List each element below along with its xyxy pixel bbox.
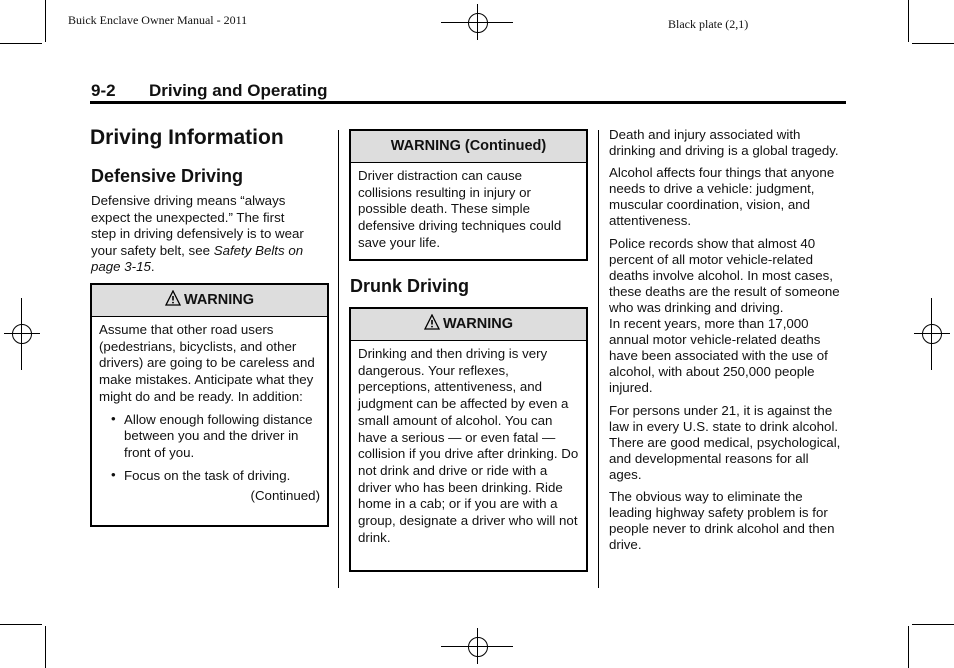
warning-box-defensive bbox=[90, 283, 329, 527]
para-line: page 3-15. bbox=[91, 259, 155, 274]
crop-mark bbox=[908, 626, 909, 668]
para-line: your safety belt, see Safety Belts on bbox=[91, 242, 304, 258]
warning-box-drunk bbox=[349, 307, 588, 572]
crop-mark bbox=[45, 626, 46, 668]
warning-icon bbox=[424, 314, 440, 330]
defensive-driving-paragraph bbox=[91, 193, 331, 276]
warning-label: WARNING bbox=[183, 292, 255, 308]
page-number: 9-2 bbox=[91, 81, 116, 100]
warning-box-continued bbox=[349, 129, 588, 261]
page-heading: Driving Information bbox=[90, 126, 284, 149]
para-line: expect the unexpected.” The first bbox=[91, 209, 285, 225]
warning-header bbox=[351, 309, 586, 341]
crop-mark bbox=[0, 624, 42, 625]
paragraph: The obvious way to eliminate the leading highway safety problem is for people never to drink alcohol and then drive. bbox=[609, 488, 835, 553]
warning-icon bbox=[165, 290, 181, 306]
crop-mark bbox=[908, 0, 909, 42]
bullet-icon: • bbox=[111, 410, 116, 426]
warning-text: Drinking and then driving is very dangerous. Your reflexes, perceptions, attentiveness, and judgment can be affected by even a small amount of alcohol. You can have a serious — or even fatal — collision if you drive after drinking. Do not drink and drive or ride with a driver who has been drinking. Ride home in a cab; or if you are with a group, designate a driver who will not drink. bbox=[358, 346, 579, 545]
warning-header bbox=[92, 285, 327, 317]
paragraph: Police records show that almost 40 percent of all motor vehicle-related deaths involve alcohol. In most cases, these deaths are the result of someone who was drinking and driving. bbox=[609, 235, 840, 315]
continued-label: (Continued) bbox=[250, 488, 320, 504]
bullet-icon: • bbox=[111, 466, 116, 482]
plate-label: Black plate (2,1) bbox=[668, 17, 749, 31]
header-rule bbox=[90, 101, 846, 104]
warning-body bbox=[92, 317, 327, 510]
drunk-driving-text bbox=[609, 127, 841, 559]
column-divider bbox=[338, 130, 339, 588]
bullet-list bbox=[99, 412, 320, 485]
cross-reference[interactable]: Safety Belts on bbox=[213, 242, 304, 258]
list-item: • Allow enough following distance between you and the driver in front of you. bbox=[111, 410, 313, 460]
cross-reference[interactable]: page 3-15 bbox=[91, 259, 151, 274]
list-item: • Focus on the task of driving. bbox=[111, 466, 291, 483]
crop-mark bbox=[45, 0, 46, 42]
paragraph: For persons under 21, it is against the law in every U.S. state to drink alcohol. There are good medical, psychological, and developmental reasons for all ages. bbox=[609, 402, 841, 482]
paragraph: In recent years, more than 17,000 annual motor vehicle-related deaths have been associated with the use of alcohol, with about 250,000 people injured. bbox=[609, 316, 828, 396]
crop-mark bbox=[0, 43, 42, 44]
warning-text: Assume that other road users (pedestrians, bicyclists, and other drivers) are going to be careless and make mistakes. Anticipate what they might do and be ready. In addition: bbox=[99, 322, 315, 404]
warning-label: WARNING bbox=[442, 316, 514, 332]
para-line: Defensive driving means “always bbox=[91, 193, 286, 208]
warning-header: WARNING (Continued) bbox=[351, 131, 586, 163]
para-line: step in driving defensively is to wear bbox=[91, 226, 304, 241]
section-title: Driving and Operating bbox=[149, 81, 328, 100]
manual-title: Buick Enclave Owner Manual - 2011 bbox=[68, 13, 248, 27]
subheading-drunk-driving: Drunk Driving bbox=[350, 276, 470, 296]
paragraph: Alcohol affects four things that anyone needs to drive a vehicle: judgment, muscular coordination, vision, and attentiveness. bbox=[609, 165, 835, 229]
section-header bbox=[91, 81, 328, 101]
column-divider bbox=[598, 130, 599, 588]
warning-text: Driver distraction can cause collisions resulting in injury or possible death. These simple defensive driving techniques could save your life. bbox=[358, 168, 562, 250]
crop-mark bbox=[912, 624, 954, 625]
subheading-defensive-driving: Defensive Driving bbox=[91, 166, 244, 186]
paragraph: Death and injury associated with drinking and driving is a global tragedy. bbox=[609, 127, 839, 159]
crop-mark bbox=[912, 43, 954, 44]
